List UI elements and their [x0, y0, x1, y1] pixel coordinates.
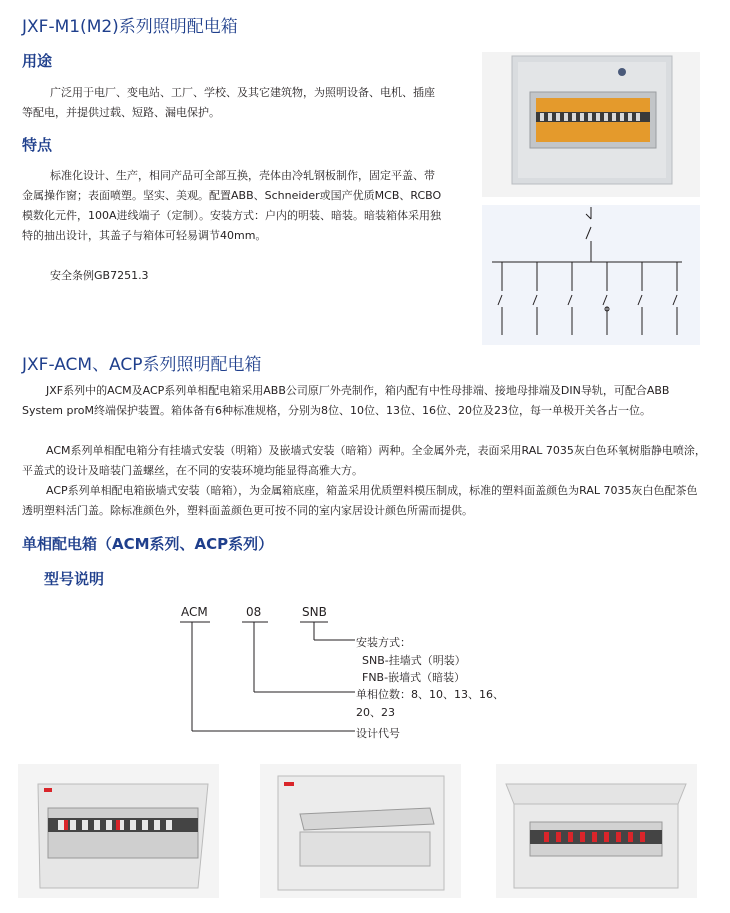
section2-para3: ACP系列单相配电箱嵌墙式安装（暗箱），为金属箱底座，箱盖采用优质塑料模压制成，标准的塑料面盖颜色为RAL 7035灰白色配茶色透明塑料活门盖。除标准颜色外，塑料面盖颜色更可按不同的室内家居设计颜色所需而提供。	[22, 484, 698, 517]
design-label: 设计代号	[356, 727, 400, 740]
features-text: 标准化设计、生产，相同产品可全部互换，壳体由冷轧钢板制作，固定平盖、带金属操作窗；表面喷塑。坚实、美观。配置ABB、Schneider或国产优质MCB、RCBO模数化元件，100A进线端子（定制）。安装方式：户内的明装、暗装。暗装箱体采用独特的抽出设计，其盖子与箱体可轻易调节40mm。	[22, 169, 442, 242]
distribution-box-photo	[482, 52, 700, 197]
safety-text: 安全条例GB7251.3	[50, 269, 149, 282]
usage-text: 广泛用于电厂、变电站、工厂、学校、及其它建筑物，为照明设备、电机、插座等配电，并提供过载、短路、漏电保护。	[22, 86, 435, 119]
code-series: ACM	[181, 605, 208, 619]
positions-label: 单相位数：8、10、13、16、	[356, 688, 504, 701]
code-mount: SNB	[302, 605, 327, 619]
code-positions: 08	[246, 605, 262, 619]
section2-para1: JXF系列中的ACM及ACP系列单相配电箱采用ABB公司原厂外壳制作，箱内配有中性母排端、接地母排端及DIN导轨，可配合ABB System proM终端保护装置。箱体备有6种标准规格，分别为8位、10位、13位、16位、20位及23位，每一单极开关各占一位。	[22, 384, 670, 417]
acm-box-photo-2	[260, 764, 461, 898]
positions-label-2: 20、23	[356, 706, 395, 719]
mount-label: 安装方式：	[356, 636, 411, 649]
acm-box-photo-1	[18, 764, 219, 898]
section2-title: JXF-ACM、ACP系列照明配电箱	[22, 355, 262, 375]
features-heading: 特点	[22, 136, 53, 154]
page-title: JXF-M1(M2)系列照明配电箱	[22, 17, 238, 37]
mount-snb: SNB-挂墙式（明装）	[362, 654, 466, 667]
usage-heading: 用途	[22, 52, 53, 70]
section2-para2: ACM系列单相配电箱分有挂墙式安装（明箱）及嵌墙式安装（暗箱）两种。全金属外壳，表面采用RAL 7035灰白色环氧树脂静电喷涂，平盖式的设计及暗装门盖螺丝，在不同的安装环境均能显得高雅大方。	[22, 444, 706, 477]
model-heading: 型号说明	[44, 570, 105, 588]
section3-title: 单相配电箱（ACM系列、ACP系列）	[22, 535, 274, 553]
wiring-diagram	[482, 205, 700, 345]
acp-box-photo	[496, 764, 697, 898]
mount-fnb: FNB-嵌墙式（暗装）	[362, 671, 466, 684]
model-code-lines	[170, 618, 370, 743]
